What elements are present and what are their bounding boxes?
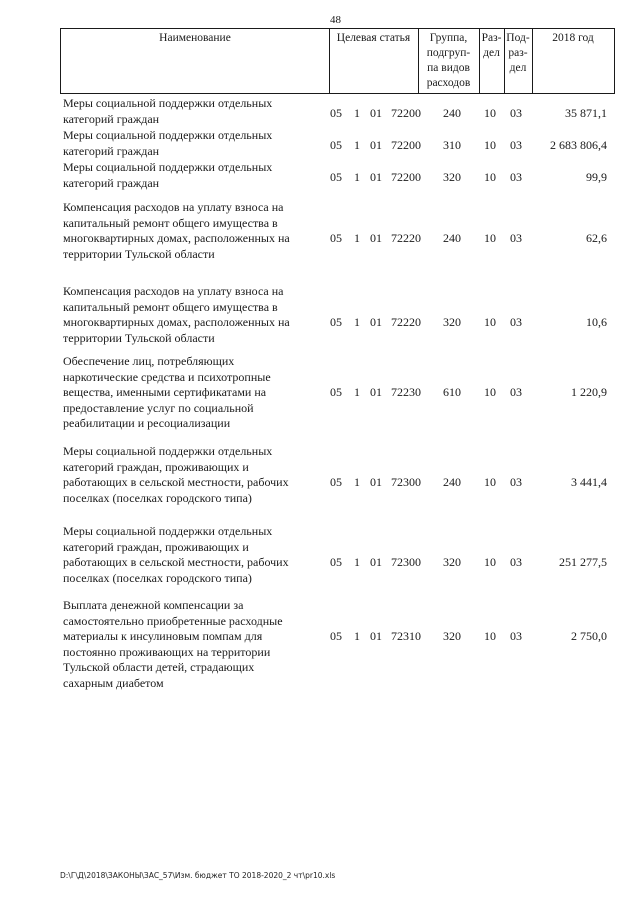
header-target: Целевая статья [336, 32, 411, 44]
target-code-main: 01 [370, 169, 382, 184]
row-name: Выплата денежной компенсации за самостоятельно приобретенные расходные материалы к инсулиновым помпам для постоянно проживающих на территории Тульской области детей, страдающих сахарным диабетом [63, 598, 283, 690]
target-code-program: 05 [330, 475, 342, 489]
expense-group: 240 [443, 475, 461, 489]
expense-group: 240 [443, 231, 461, 245]
section-code: 10 [484, 169, 496, 184]
row-name: Меры социальной поддержки отдельных категорий граждан [63, 128, 273, 158]
section-code: 10 [484, 105, 496, 120]
subsection-code: 03 [510, 555, 522, 569]
expense-group: 320 [443, 629, 461, 643]
amount-2018: 1 220,9 [571, 385, 607, 399]
section-code: 10 [484, 475, 496, 489]
section-code: 10 [484, 231, 496, 245]
target-code-subprogram: 1 [354, 555, 360, 569]
row-name: Меры социальной поддержки отдельных категорий граждан [63, 96, 273, 126]
expense-group: 320 [443, 315, 461, 329]
table-header [60, 28, 615, 94]
target-code-program: 05 [330, 385, 342, 399]
target-code-subprogram: 1 [354, 169, 360, 184]
subsection-code: 03 [510, 385, 522, 399]
subsection-code: 03 [510, 475, 522, 489]
subsection-code: 03 [510, 169, 522, 184]
target-code-program: 05 [330, 555, 342, 569]
target-code-direction: 72230 [391, 385, 421, 399]
target-code-subprogram: 1 [354, 231, 360, 245]
row-name: Меры социальной поддержки отдельных категорий граждан [63, 160, 273, 190]
amount-2018: 99,9 [586, 169, 607, 184]
header-group: Группа, подгруп- па видов расходов [426, 32, 471, 89]
amount-2018: 2 750,0 [571, 629, 607, 643]
header-name: Наименование [159, 32, 231, 44]
section-code: 10 [484, 555, 496, 569]
target-code-subprogram: 1 [354, 315, 360, 329]
target-code-main: 01 [370, 315, 382, 329]
subsection-code: 03 [510, 137, 522, 152]
subsection-code: 03 [510, 629, 522, 643]
target-code-program: 05 [330, 137, 342, 152]
amount-2018: 3 441,4 [571, 475, 607, 489]
subsection-code: 03 [510, 315, 522, 329]
target-code-direction: 72300 [391, 475, 421, 489]
target-code-program: 05 [330, 169, 342, 184]
target-code-program: 05 [330, 315, 342, 329]
target-code-main: 01 [370, 555, 382, 569]
amount-2018: 62,6 [586, 231, 607, 245]
expense-group: 320 [443, 169, 461, 184]
target-code-subprogram: 1 [354, 475, 360, 489]
target-code-subprogram: 1 [354, 629, 360, 643]
expense-group: 240 [443, 105, 461, 120]
amount-2018: 10,6 [586, 315, 607, 329]
row-name: Компенсация расходов на уплату взноса на капитальный ремонт общего имущества в многоквартирных домах, расположенных на территории Тульской области [63, 284, 290, 345]
target-code-direction: 72200 [391, 137, 421, 152]
amount-2018: 2 683 806,4 [550, 137, 607, 152]
row-name: Компенсация расходов на уплату взноса на капитальный ремонт общего имущества в многоквартирных домах, расположенных на территории Тульской области [63, 200, 290, 261]
subsection-code: 03 [510, 105, 522, 120]
target-code-main: 01 [370, 385, 382, 399]
target-code-main: 01 [370, 475, 382, 489]
target-code-program: 05 [330, 629, 342, 643]
page-number: 48 [330, 14, 341, 26]
header-year: 2018 год [552, 32, 594, 44]
target-code-subprogram: 1 [354, 137, 360, 152]
header-section: Раз- дел [481, 32, 502, 59]
row-name: Меры социальной поддержки отдельных категорий граждан, проживающих и работающих в сельской местности, рабочих поселках (поселках городского типа) [63, 524, 289, 585]
target-code-subprogram: 1 [354, 105, 360, 120]
expense-group: 310 [443, 137, 461, 152]
section-code: 10 [484, 315, 496, 329]
row-name: Обеспечение лиц, потребляющих наркотические средства и психотропные вещества, именными сертификатами на предоставление услуг по социальной реабилитации и ресоциализации [63, 354, 271, 430]
target-code-subprogram: 1 [354, 385, 360, 399]
row-name: Меры социальной поддержки отдельных категорий граждан, проживающих и работающих в сельской местности, рабочих поселках (поселках городского типа) [63, 444, 289, 505]
target-code-direction: 72200 [391, 169, 421, 184]
section-code: 10 [484, 137, 496, 152]
target-code-direction: 72220 [391, 315, 421, 329]
target-code-direction: 72300 [391, 555, 421, 569]
section-code: 10 [484, 629, 496, 643]
target-code-direction: 72200 [391, 105, 421, 120]
target-code-program: 05 [330, 105, 342, 120]
expense-group: 320 [443, 555, 461, 569]
target-code-main: 01 [370, 137, 382, 152]
target-code-program: 05 [330, 231, 342, 245]
target-code-main: 01 [370, 105, 382, 120]
target-code-main: 01 [370, 629, 382, 643]
amount-2018: 251 277,5 [559, 555, 607, 569]
amount-2018: 35 871,1 [565, 105, 607, 120]
target-code-main: 01 [370, 231, 382, 245]
target-code-direction: 72220 [391, 231, 421, 245]
subsection-code: 03 [510, 231, 522, 245]
file-path-footer: D:\Г\Д\2018\ЗАКОНЫ\ЗАС_57\Изм. бюджет ТО 2018-2020_2 чт\pr10.xls [60, 871, 336, 880]
section-code: 10 [484, 385, 496, 399]
header-subsection: Под- раз- дел [506, 32, 530, 74]
expense-group: 610 [443, 385, 461, 399]
target-code-direction: 72310 [391, 629, 421, 643]
